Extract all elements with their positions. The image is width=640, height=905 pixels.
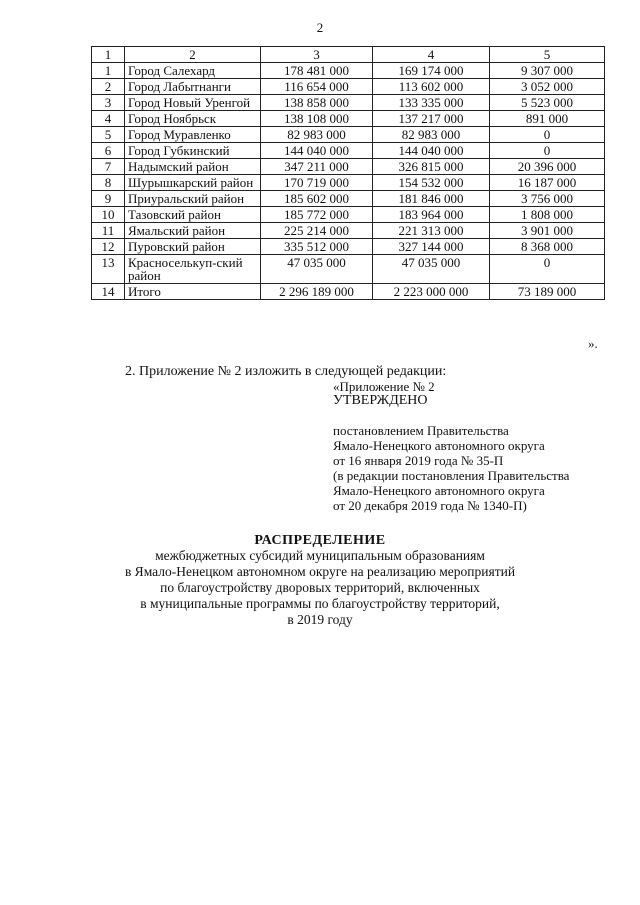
amount-cell: 5 523 000 <box>490 95 605 111</box>
amount-cell: 138 108 000 <box>261 111 373 127</box>
municipality-cell: Надымский район <box>125 159 261 175</box>
amount-cell: 116 654 000 <box>261 79 373 95</box>
amount-cell: 133 335 000 <box>373 95 490 111</box>
amount-cell: 82 983 000 <box>373 127 490 143</box>
row-number-cell: 4 <box>92 111 125 127</box>
amount-cell: 8 368 000 <box>490 239 605 255</box>
amount-cell: 144 040 000 <box>373 143 490 159</box>
table-row <box>92 255 605 284</box>
appendix-title: «Приложение № 2 <box>333 379 435 394</box>
row-number-cell: 6 <box>92 143 125 159</box>
municipality-cell: Город Новый Уренгой <box>125 95 261 111</box>
table-row <box>92 191 605 207</box>
approval-block <box>333 423 569 513</box>
amount-cell: 185 772 000 <box>261 207 373 223</box>
row-number-cell: 5 <box>92 127 125 143</box>
approved-label: УТВЕРЖДЕНО <box>333 393 428 408</box>
closing-quote: ». <box>588 336 598 351</box>
amount-cell: 9 307 000 <box>490 63 605 79</box>
header-cell: 2 <box>125 47 261 63</box>
table-row <box>92 159 605 175</box>
subtitle-line: в муниципальные программы по благоустройству территорий, <box>140 596 500 611</box>
table-row <box>92 239 605 255</box>
table-row <box>92 207 605 223</box>
subsidy-table <box>91 46 605 300</box>
row-number-cell: 10 <box>92 207 125 223</box>
amount-cell: 181 846 000 <box>373 191 490 207</box>
amount-cell: 144 040 000 <box>261 143 373 159</box>
amount-cell: 335 512 000 <box>261 239 373 255</box>
amount-cell: 1 808 000 <box>490 207 605 223</box>
distribution-heading: РАСПРЕДЕЛЕНИЕ <box>254 533 386 548</box>
approval-line: Ямало-Ненецкого автономного округа <box>333 483 545 498</box>
municipality-cell: Город Ноябрьск <box>125 111 261 127</box>
amount-cell: 0 <box>490 255 605 284</box>
municipality-cell: Итого <box>125 284 261 300</box>
amount-cell: 82 983 000 <box>261 127 373 143</box>
row-number-cell: 9 <box>92 191 125 207</box>
amount-cell: 347 211 000 <box>261 159 373 175</box>
row-number-cell: 12 <box>92 239 125 255</box>
approval-line: (в редакции постановления Правительства <box>333 468 570 483</box>
row-number-cell: 1 <box>92 63 125 79</box>
amount-cell: 327 144 000 <box>373 239 490 255</box>
municipality-cell: Тазовский район <box>125 207 261 223</box>
municipality-cell: Пуровский район <box>125 239 261 255</box>
row-number-cell: 11 <box>92 223 125 239</box>
subtitle-line: межбюджетных субсидий муниципальным образованиям <box>155 548 485 563</box>
amount-cell: 20 396 000 <box>490 159 605 175</box>
subtitle-line: в Ямало-Ненецком автономном округе на реализацию мероприятий <box>124 564 516 579</box>
row-number-cell: 3 <box>92 95 125 111</box>
amount-cell: 169 174 000 <box>373 63 490 79</box>
amount-cell: 225 214 000 <box>261 223 373 239</box>
table-row <box>92 175 605 191</box>
municipality-cell: Шурышкарский район <box>125 175 261 191</box>
row-number-cell: 13 <box>92 255 125 284</box>
amount-cell: 16 187 000 <box>490 175 605 191</box>
amount-cell: 221 313 000 <box>373 223 490 239</box>
amount-cell: 170 719 000 <box>261 175 373 191</box>
amendment-item: 2. Приложение № 2 изложить в следующей редакции: <box>125 364 447 379</box>
approval-line: Ямало-Ненецкого автономного округа <box>333 438 545 453</box>
amount-cell: 0 <box>490 127 605 143</box>
distribution-subtitle <box>0 548 640 628</box>
municipality-cell: Город Губкинский <box>125 143 261 159</box>
amount-cell: 73 189 000 <box>490 284 605 300</box>
amount-cell: 2 223 000 000 <box>373 284 490 300</box>
amount-cell: 185 602 000 <box>261 191 373 207</box>
municipality-cell: Город Муравленко <box>125 127 261 143</box>
table-row <box>92 284 605 300</box>
row-number-cell: 2 <box>92 79 125 95</box>
amount-cell: 178 481 000 <box>261 63 373 79</box>
table-row <box>92 223 605 239</box>
table-row <box>92 143 605 159</box>
municipality-cell: Ямальский район <box>125 223 261 239</box>
approval-line: постановлением Правительства <box>333 423 509 438</box>
table-row <box>92 111 605 127</box>
page-number: 2 <box>316 20 324 35</box>
municipality-cell: Красноселькуп-ский район <box>125 255 261 284</box>
amount-cell: 138 858 000 <box>261 95 373 111</box>
header-cell: 4 <box>373 47 490 63</box>
amount-cell: 326 815 000 <box>373 159 490 175</box>
municipality-cell: Город Лабытнанги <box>125 79 261 95</box>
municipality-cell: Город Салехард <box>125 63 261 79</box>
header-cell: 1 <box>92 47 125 63</box>
table-row <box>92 63 605 79</box>
header-cell: 3 <box>261 47 373 63</box>
subtitle-line: по благоустройству дворовых территорий, включенных <box>160 580 480 595</box>
amount-cell: 47 035 000 <box>261 255 373 284</box>
table-header-row <box>92 47 605 63</box>
subtitle-line: в 2019 году <box>287 612 353 627</box>
amount-cell: 0 <box>490 143 605 159</box>
amount-cell: 3 901 000 <box>490 223 605 239</box>
table-row <box>92 79 605 95</box>
amount-cell: 183 964 000 <box>373 207 490 223</box>
amount-cell: 2 296 189 000 <box>261 284 373 300</box>
amount-cell: 3 756 000 <box>490 191 605 207</box>
approval-line: от 16 января 2019 года № 35-П <box>333 453 504 468</box>
amount-cell: 137 217 000 <box>373 111 490 127</box>
amount-cell: 47 035 000 <box>373 255 490 284</box>
row-number-cell: 7 <box>92 159 125 175</box>
table-row <box>92 127 605 143</box>
amount-cell: 113 602 000 <box>373 79 490 95</box>
header-cell: 5 <box>490 47 605 63</box>
amount-cell: 3 052 000 <box>490 79 605 95</box>
amount-cell: 891 000 <box>490 111 605 127</box>
row-number-cell: 14 <box>92 284 125 300</box>
municipality-cell: Приуральский район <box>125 191 261 207</box>
amount-cell: 154 532 000 <box>373 175 490 191</box>
row-number-cell: 8 <box>92 175 125 191</box>
approval-line: от 20 декабря 2019 года № 1340-П) <box>333 498 527 513</box>
table-row <box>92 95 605 111</box>
